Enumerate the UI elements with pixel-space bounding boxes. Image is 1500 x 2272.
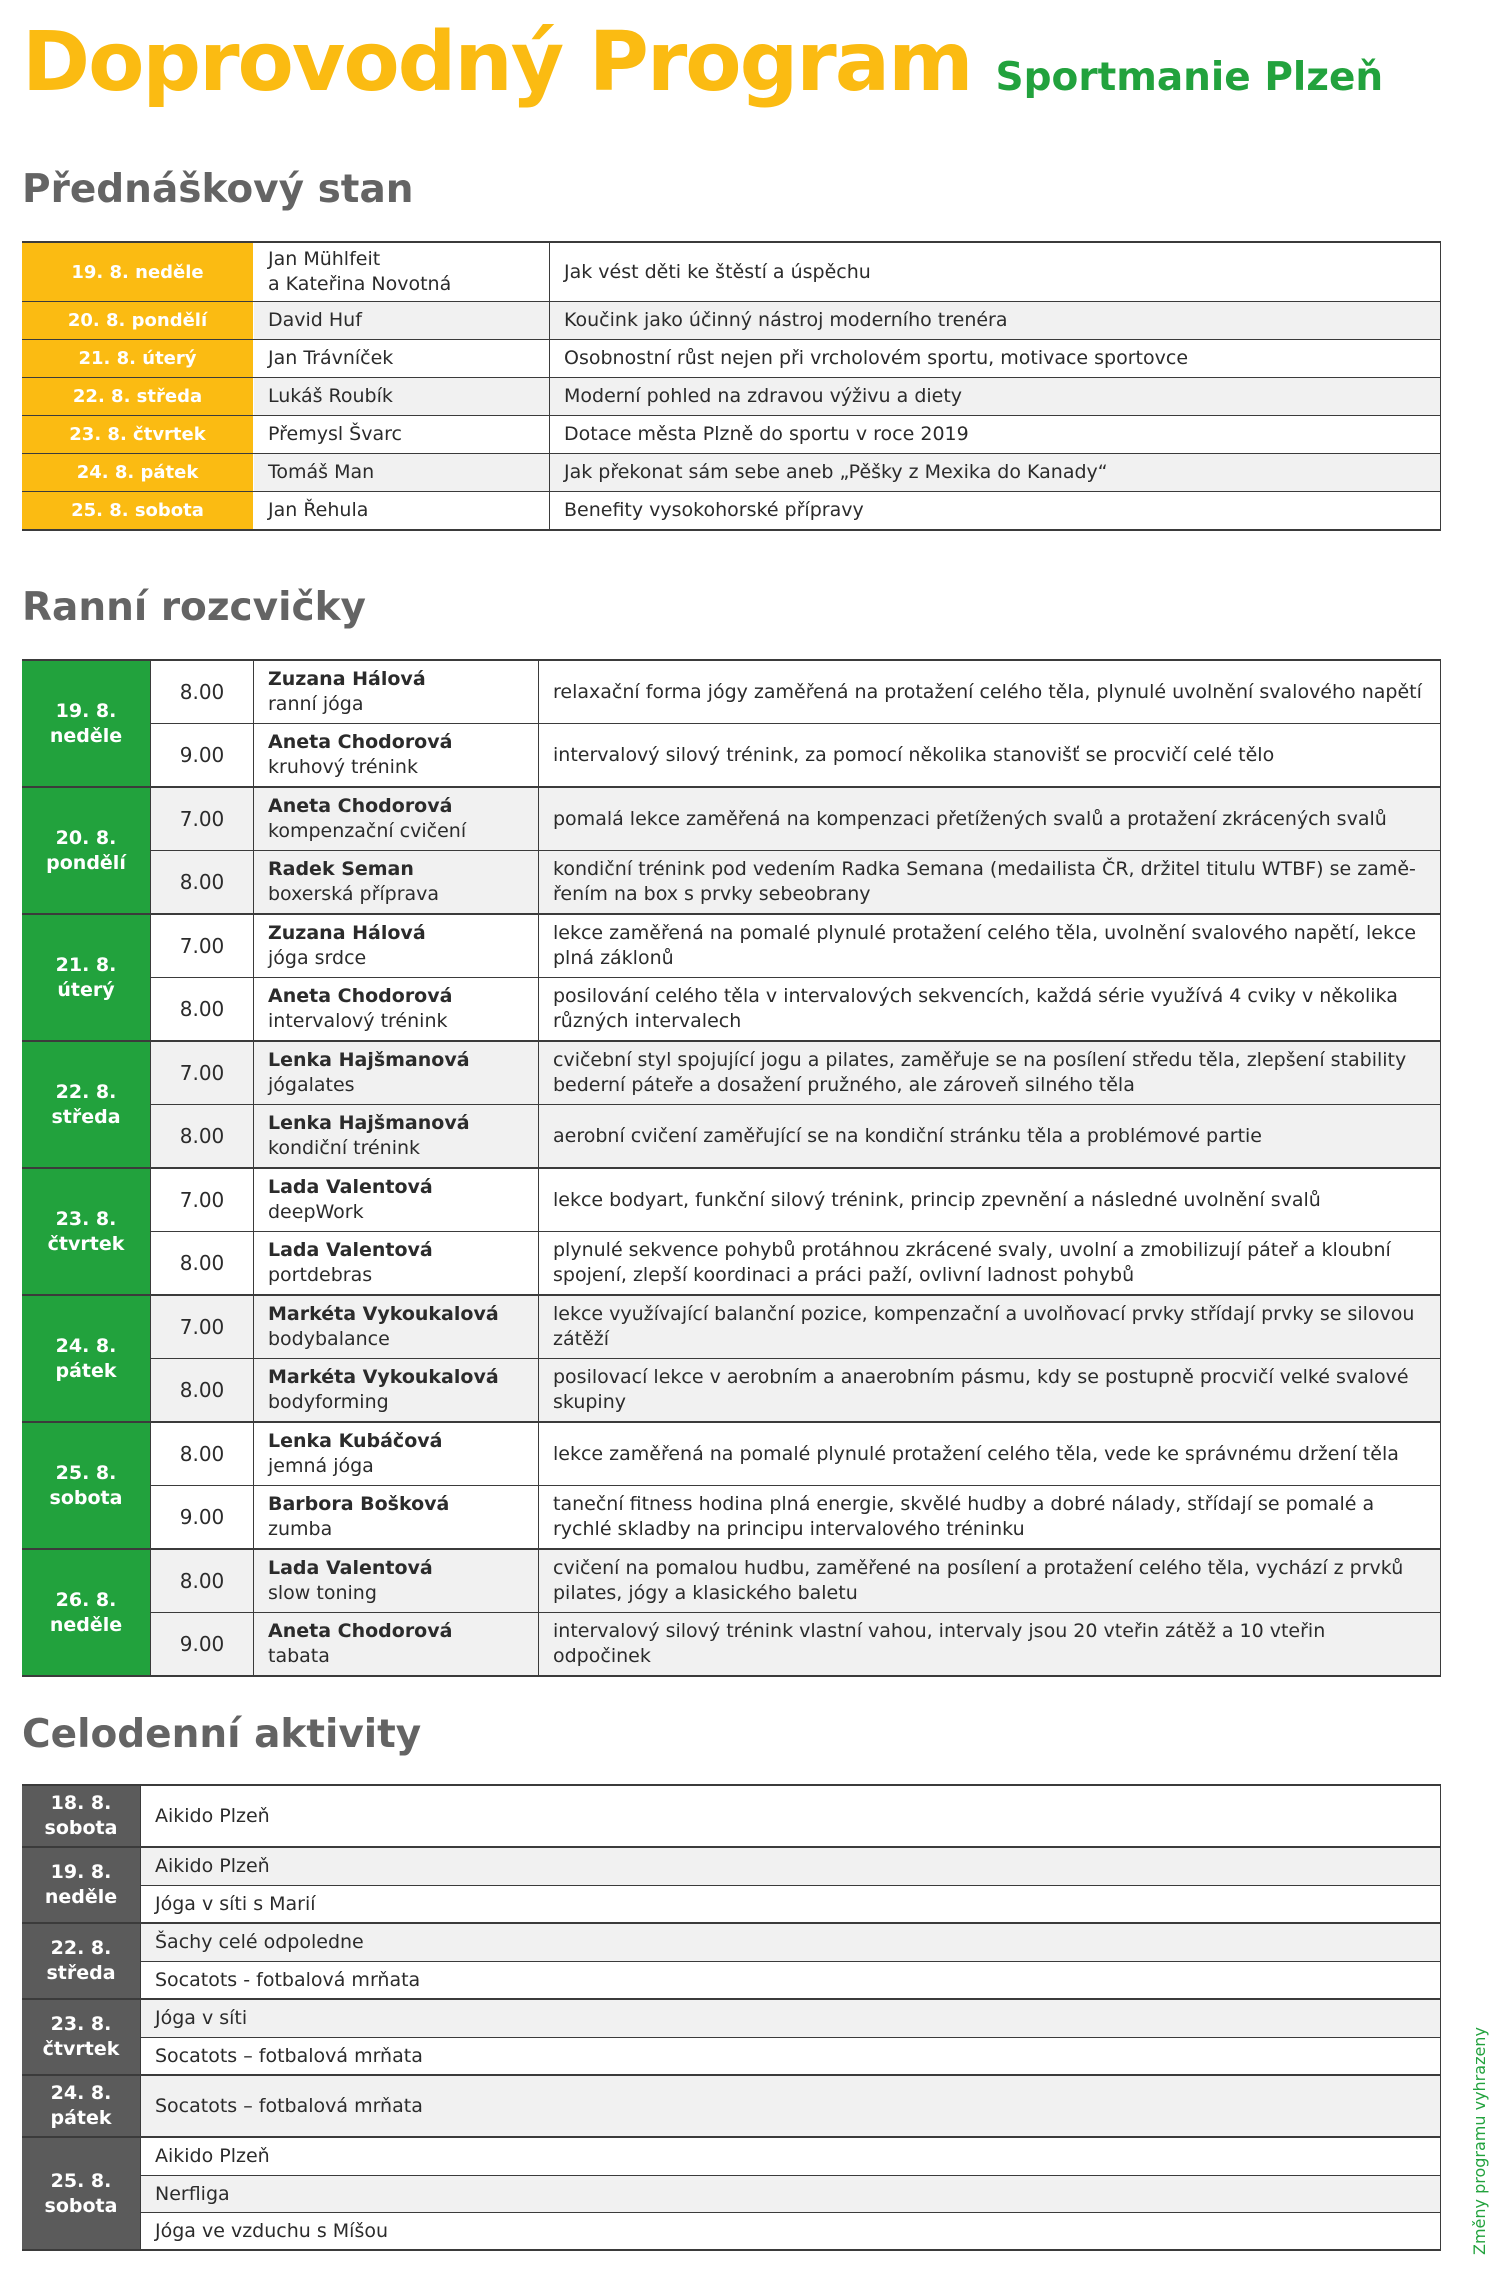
- speaker-name-2: a Kateřina Novotná: [268, 273, 452, 295]
- lecture-row: [22, 243, 1440, 301]
- page-header: [22, 15, 1384, 110]
- allday-item: Socatots – fotbalová mrňata: [141, 2076, 1440, 2136]
- day-date: 18. 8.: [50, 1792, 112, 1814]
- instructor-name: Lada Valentová: [268, 1557, 433, 1579]
- session-instructor: [254, 1486, 539, 1548]
- allday-day-label: [22, 2000, 140, 2074]
- day-weekday: sobota: [44, 2194, 118, 2217]
- session-instructor: [254, 1423, 539, 1485]
- lecture-date: 21. 8. úterý: [22, 340, 254, 377]
- lecture-speaker: [254, 340, 550, 377]
- morning-session-row: [150, 723, 1440, 786]
- lecture-date: 19. 8. neděle: [22, 243, 254, 301]
- morning-session-row: [150, 661, 1440, 723]
- morning-session-row: [150, 1423, 1440, 1485]
- allday-item: Aikido Plzeň: [155, 1804, 270, 1827]
- lecture-speaker: [254, 454, 550, 491]
- session-time: 7.00: [150, 788, 254, 850]
- session-time: 8.00: [150, 851, 254, 913]
- allday-items: [140, 1786, 1440, 1846]
- session-type: slow toning: [268, 1582, 377, 1604]
- allday-day-label: [22, 1848, 140, 1922]
- allday-item: Socatots - fotbalová mrňata: [141, 1961, 1440, 1998]
- instructor-name: Aneta Chodorová: [268, 795, 453, 817]
- session-instructor: [254, 1232, 539, 1294]
- day-weekday: neděle: [44, 1886, 118, 1908]
- speaker-name: David Huf: [268, 309, 362, 331]
- session-description: intervalový silový trénink vlastní vahou, intervaly jsou 20 vteřin zátěž a 10 vteřin odpočinek: [553, 1620, 1326, 1667]
- allday-item: Socatots – fotbalová mrňata: [141, 2037, 1440, 2074]
- morning-day-group: [22, 786, 1440, 913]
- allday-item: Jóga ve vzduchu s Míšou: [141, 2212, 1440, 2249]
- day-weekday: čtvrtek: [42, 2038, 120, 2060]
- instructor-name: Aneta Chodorová: [268, 985, 453, 1007]
- session-time: 9.00: [150, 1486, 254, 1548]
- speaker-name: Tomáš Man: [268, 461, 375, 483]
- day-weekday: pondělí: [46, 851, 126, 874]
- morning-day-sessions: [150, 1296, 1440, 1421]
- session-time: 8.00: [150, 1359, 254, 1421]
- session-instructor: [254, 1550, 539, 1612]
- day-weekday: pátek: [50, 2107, 112, 2129]
- session-description: lekce zaměřená na pomalé plynulé protažení celého těla, uvolnění svalového napětí, lekce plná záklonů: [553, 922, 1417, 969]
- session-description: posilování celého těla v intervalových sekvencích, každá série využívá 4 cviky v několika různých intervalech: [553, 985, 1398, 1032]
- morning-session-row: [150, 1612, 1440, 1675]
- allday-item: Jóga v síti s Marií: [141, 1885, 1440, 1922]
- day-date: 26. 8.: [55, 1588, 117, 1611]
- session-description: lekce bodyart, funkční silový trénink, princip zpevnění a následné uvolnění svalů: [553, 1188, 1321, 1211]
- session-instructor: [254, 978, 539, 1040]
- day-weekday: neděle: [49, 1613, 123, 1636]
- session-time: 7.00: [150, 1169, 254, 1231]
- session-time: 8.00: [150, 1550, 254, 1612]
- allday-table: [22, 1784, 1441, 2251]
- lectures-table: [22, 241, 1441, 531]
- morning-day-label: [22, 1423, 150, 1548]
- session-type: boxerská příprava: [268, 883, 440, 905]
- session-description: posilovací lekce v aerobním a anaerobním pásmu, kdy se postupně procvičí velké svalové skupiny: [553, 1366, 1409, 1413]
- session-time: 8.00: [150, 1232, 254, 1294]
- morning-session-row: [150, 850, 1440, 913]
- morning-day-label: [22, 661, 150, 786]
- speaker-name: Lukáš Roubík: [268, 385, 393, 407]
- morning-session-row: [150, 1104, 1440, 1167]
- speaker-name: Jan Trávníček: [268, 347, 394, 369]
- morning-heading: Ranní rozcvičky: [22, 585, 366, 630]
- allday-items: [140, 2000, 1440, 2074]
- instructor-name: Aneta Chodorová: [268, 1620, 453, 1642]
- morning-day-sessions: [150, 1550, 1440, 1675]
- session-instructor: [254, 1042, 539, 1104]
- allday-day-group: [22, 2136, 1440, 2249]
- morning-day-label: [22, 1169, 150, 1294]
- session-type: bodybalance: [268, 1328, 390, 1350]
- session-description: taneční fitness hodina plná energie, skvělé hudby a dobré nálady, střídají se pomalé a rychlé skladby na principu intervalového tréninku: [553, 1493, 1375, 1540]
- lecture-row: [22, 415, 1440, 453]
- allday-items: [140, 1848, 1440, 1922]
- lecture-date: 25. 8. sobota: [22, 492, 254, 529]
- allday-item: Jóga v síti: [141, 2000, 1440, 2037]
- lecture-row: [22, 301, 1440, 339]
- day-date: 21. 8.: [55, 953, 117, 976]
- session-type: tabata: [268, 1645, 330, 1667]
- morning-session-row: [150, 788, 1440, 850]
- lecture-topic: Moderní pohled na zdravou výživu a diety: [564, 385, 963, 407]
- morning-day-sessions: [150, 1423, 1440, 1548]
- day-date: 22. 8.: [50, 1937, 112, 1959]
- day-date: 25. 8.: [55, 1461, 117, 1484]
- lecture-date: 20. 8. pondělí: [22, 302, 254, 339]
- speaker-name: Jan Řehula: [268, 499, 369, 521]
- session-time: 8.00: [150, 1423, 254, 1485]
- page-subtitle: Sportmanie Plzeň: [995, 55, 1384, 100]
- instructor-name: Lada Valentová: [268, 1176, 433, 1198]
- day-weekday: sobota: [44, 1817, 118, 1839]
- day-date: 23. 8.: [50, 2013, 112, 2035]
- allday-day-label: [22, 1924, 140, 1998]
- session-type: deepWork: [268, 1201, 364, 1223]
- instructor-name: Lenka Hajšmanová: [268, 1112, 470, 1134]
- day-date: 25. 8.: [50, 2169, 112, 2192]
- allday-day-group: [22, 1922, 1440, 1998]
- lecture-row: [22, 377, 1440, 415]
- morning-day-label: [22, 1042, 150, 1167]
- instructor-name: Aneta Chodorová: [268, 731, 453, 753]
- session-description: lekce využívající balanční pozice, kompenzační a uvolňovací prvky střídají prvky se silovou zátěží: [553, 1303, 1415, 1350]
- instructor-name: Barbora Bošková: [268, 1493, 450, 1515]
- day-date: 19. 8.: [50, 1861, 112, 1883]
- session-instructor: [254, 851, 539, 913]
- morning-day-group: [22, 1294, 1440, 1421]
- lecture-topic: Koučink jako účinný nástroj moderního trenéra: [564, 309, 1008, 331]
- morning-day-group: [22, 1421, 1440, 1548]
- session-type: ranní jóga: [268, 693, 364, 715]
- lecture-topic: Osobnostní růst nejen při vrcholovém sportu, motivace sportovce: [564, 347, 1189, 369]
- morning-day-sessions: [150, 915, 1440, 1040]
- morning-session-row: [150, 1042, 1440, 1104]
- morning-day-group: [22, 913, 1440, 1040]
- lecture-speaker: [254, 243, 550, 301]
- morning-day-label: [22, 1550, 150, 1675]
- allday-day-group: [22, 1786, 1440, 1846]
- morning-session-row: [150, 1296, 1440, 1358]
- morning-session-row: [150, 1358, 1440, 1421]
- session-time: 8.00: [150, 978, 254, 1040]
- session-description: kondiční trénink pod vedením Radka Semana (medailista ČR, držitel titulu WTBF) se zamě-řením na box s prvky sebeobrany: [553, 858, 1416, 905]
- session-type: jógalates: [268, 1074, 355, 1096]
- lecture-topic: Jak překonat sám sebe aneb „Pěšky z Mexika do Kanady“: [564, 461, 1108, 483]
- side-note: Změny programu vyhrazeny: [1470, 2027, 1489, 2255]
- session-description: relaxační forma jógy zaměřená na protažení celého těla, plynulé uvolnění svalového napětí: [553, 680, 1422, 703]
- session-instructor: [254, 1613, 539, 1675]
- day-date: 23. 8.: [55, 1207, 117, 1230]
- instructor-name: Zuzana Hálová: [268, 668, 426, 690]
- instructor-name: Markéta Vykoukalová: [268, 1303, 499, 1325]
- allday-item: Aikido Plzeň: [141, 1848, 1440, 1885]
- session-description: lekce zaměřená na pomalé plynulé protažení celého těla, vede ke správnému držení těla: [553, 1442, 1399, 1465]
- allday-item: Aikido Plzeň: [155, 2145, 270, 2167]
- morning-day-sessions: [150, 1042, 1440, 1167]
- session-time: 9.00: [150, 724, 254, 786]
- session-type: portdebras: [268, 1264, 373, 1286]
- allday-day-group: [22, 1846, 1440, 1922]
- lecture-speaker: [254, 492, 550, 529]
- morning-session-row: [150, 1550, 1440, 1612]
- morning-day-group: [22, 1040, 1440, 1167]
- lectures-heading: Přednáškový stan: [22, 167, 414, 212]
- session-instructor: [254, 788, 539, 850]
- allday-items: [140, 2076, 1440, 2136]
- morning-session-row: [150, 1169, 1440, 1231]
- instructor-name: Lada Valentová: [268, 1239, 433, 1261]
- instructor-name: Lenka Kubáčová: [268, 1430, 443, 1452]
- lecture-speaker: [254, 416, 550, 453]
- morning-day-group: [22, 661, 1440, 786]
- allday-items: [140, 2138, 1440, 2249]
- session-type: kompenzační cvičení: [268, 820, 467, 842]
- day-date: 24. 8.: [55, 1334, 117, 1357]
- day-date: 24. 8.: [50, 2082, 112, 2104]
- session-instructor: [254, 1105, 539, 1167]
- lecture-date: 22. 8. středa: [22, 378, 254, 415]
- session-type: jóga srdce: [268, 947, 367, 969]
- page-title: Doprovodný Program: [22, 15, 972, 110]
- allday-day-group: [22, 1998, 1440, 2074]
- lecture-row: [22, 339, 1440, 377]
- allday-day-label: [22, 1786, 140, 1846]
- session-time: 9.00: [150, 1613, 254, 1675]
- morning-day-group: [22, 1548, 1440, 1675]
- day-weekday: pátek: [55, 1359, 117, 1382]
- session-description: plynulé sekvence pohybů protáhnou zkrácené svaly, uvolní a zmobilizují páteř a kloubní spojení, zlepší koordinaci a práci paží, ovlivní ladnost pohybů: [553, 1239, 1391, 1286]
- session-description: cvičební styl spojující jogu a pilates, zaměřuje se na posílení středu těla, zlepšení stability bederní páteře a dosažení pružného, ale zároveň silného těla: [553, 1049, 1407, 1096]
- allday-item: Šachy celé odpoledne: [141, 1924, 1440, 1961]
- allday-day-label: [22, 2076, 140, 2136]
- instructor-name: Radek Seman: [268, 858, 414, 880]
- session-type: jemná jóga: [268, 1455, 374, 1477]
- session-instructor: [254, 1169, 539, 1231]
- session-type: zumba: [268, 1518, 333, 1540]
- session-instructor: [254, 1359, 539, 1421]
- morning-day-label: [22, 788, 150, 913]
- morning-day-label: [22, 1296, 150, 1421]
- morning-day-sessions: [150, 661, 1440, 786]
- session-description: intervalový silový trénink, za pomocí několika stanovišť se procvičí celé tělo: [553, 743, 1275, 766]
- session-instructor: [254, 661, 539, 723]
- session-time: 7.00: [150, 1042, 254, 1104]
- day-date: 20. 8.: [55, 826, 117, 849]
- session-time: 8.00: [150, 661, 254, 723]
- instructor-name: Lenka Hajšmanová: [268, 1049, 470, 1071]
- speaker-name: Jan Mühlfeit: [268, 248, 381, 270]
- morning-day-label: [22, 915, 150, 1040]
- lecture-speaker: [254, 378, 550, 415]
- day-date: 19. 8.: [55, 699, 117, 722]
- day-weekday: sobota: [49, 1486, 123, 1509]
- morning-day-sessions: [150, 1169, 1440, 1294]
- allday-item: Nerfliga: [141, 2175, 1440, 2212]
- allday-items: [140, 1924, 1440, 1998]
- morning-day-sessions: [150, 788, 1440, 913]
- instructor-name: Markéta Vykoukalová: [268, 1366, 499, 1388]
- session-type: intervalový trénink: [268, 1010, 448, 1032]
- morning-session-row: [150, 1231, 1440, 1294]
- lecture-speaker: [254, 302, 550, 339]
- instructor-name: Zuzana Hálová: [268, 922, 426, 944]
- session-time: 7.00: [150, 915, 254, 977]
- allday-day-label: [22, 2138, 140, 2249]
- lecture-row: [22, 453, 1440, 491]
- session-instructor: [254, 724, 539, 786]
- session-instructor: [254, 1296, 539, 1358]
- day-weekday: čtvrtek: [47, 1232, 125, 1255]
- session-time: 8.00: [150, 1105, 254, 1167]
- morning-table: [22, 659, 1441, 1677]
- session-description: cvičení na pomalou hudbu, zaměřené na posílení a protažení celého těla, vychází z prvků pilates, jógy a klasického baletu: [553, 1557, 1404, 1604]
- session-type: kruhový trénink: [268, 756, 418, 778]
- lecture-topic: Dotace města Plzně do sportu v roce 2019: [564, 423, 969, 445]
- session-description: pomalá lekce zaměřená na kompenzaci přetížených svalů a protažení zkrácených svalů: [553, 807, 1387, 830]
- day-weekday: středa: [46, 1962, 116, 1984]
- allday-day-group: [22, 2074, 1440, 2136]
- lecture-date: 23. 8. čtvrtek: [22, 416, 254, 453]
- session-type: kondiční trénink: [268, 1137, 421, 1159]
- session-time: 7.00: [150, 1296, 254, 1358]
- lecture-topic: Benefity vysokohorské přípravy: [564, 499, 864, 521]
- morning-session-row: [150, 915, 1440, 977]
- lecture-date: 24. 8. pátek: [22, 454, 254, 491]
- day-weekday: středa: [51, 1105, 121, 1128]
- day-weekday: neděle: [49, 724, 123, 747]
- lecture-row: [22, 491, 1440, 529]
- morning-session-row: [150, 977, 1440, 1040]
- session-instructor: [254, 915, 539, 977]
- session-description: aerobní cvičení zaměřující se na kondiční stránku těla a problémové partie: [553, 1124, 1262, 1147]
- day-weekday: úterý: [57, 978, 115, 1001]
- morning-session-row: [150, 1485, 1440, 1548]
- day-date: 22. 8.: [55, 1080, 117, 1103]
- session-type: bodyforming: [268, 1391, 389, 1413]
- lecture-topic: Jak vést děti ke štěstí a úspěchu: [564, 260, 871, 283]
- morning-day-group: [22, 1167, 1440, 1294]
- allday-heading: Celodenní aktivity: [22, 1712, 422, 1757]
- speaker-name: Přemysl Švarc: [268, 423, 402, 445]
